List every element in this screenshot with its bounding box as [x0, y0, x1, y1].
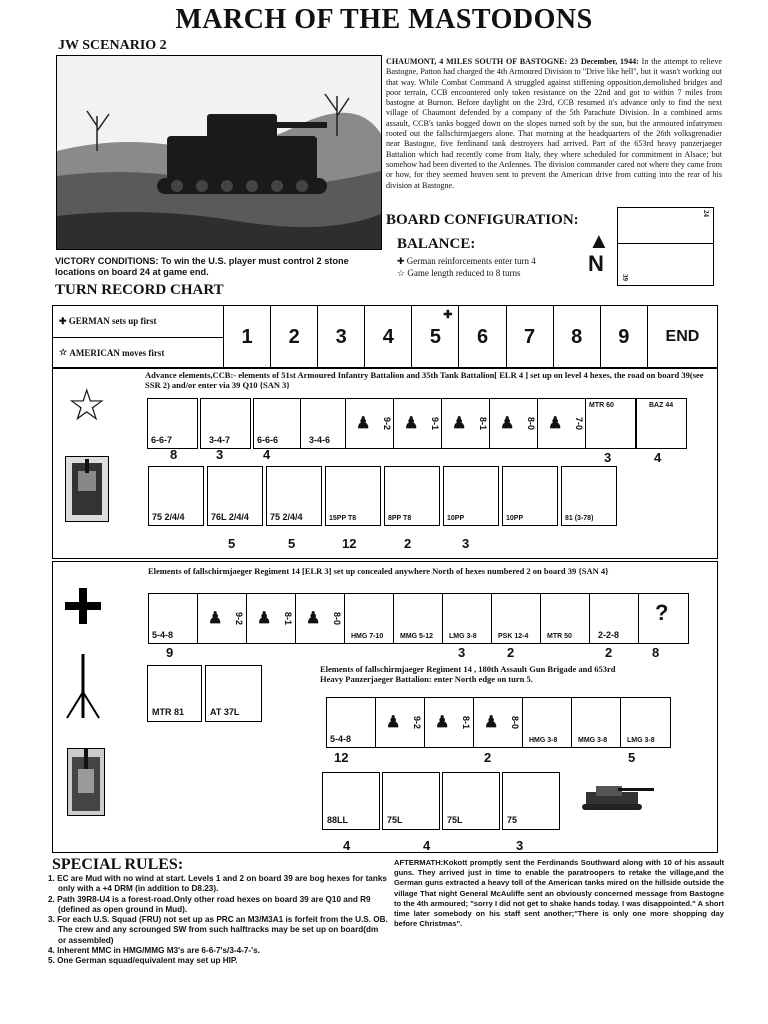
counter-ger-leader-8-0: 8-0 ♟: [295, 593, 346, 644]
special-rule-2: 2. Path 39R8-U4 is a forest-road.Only other road hexes on board 39 are Q10 and R9 (defined as open ground in Mud).: [48, 894, 371, 914]
figure-icon: ♟: [386, 714, 401, 731]
counter-ger-reinf-mmg: MMG 3-8: [571, 697, 622, 748]
turn-6: 6: [459, 306, 506, 368]
counter-ger-hmg: HMG 7-10: [344, 593, 395, 644]
counter-us-halftrack-8pp: 8PP T8: [384, 466, 440, 526]
special-rule-3: 3. For each U.S. Squad (FRU) not set up as PRC an M3/M3A1 is forfeit from the U.S. OB. The crew and any scrounged SW from such halftracks may be set up on board(dm or assembled): [48, 915, 388, 945]
count-us-mortar: 3: [604, 450, 612, 465]
reinforcement-cross-icon: ✚: [443, 309, 453, 321]
page-title: MARCH OF THE MASTODONS: [175, 4, 593, 35]
count-ger-stug: 4: [423, 838, 431, 853]
turn-record-title: TURN RECORD CHART: [55, 282, 224, 298]
counter-us-leader-9-2: 9-2 ♟: [345, 398, 396, 449]
count-us-666: 4: [263, 447, 271, 462]
count-ger-reinf-squads: 12: [334, 750, 349, 765]
turn-1: 1: [224, 306, 271, 368]
counter-ger-panzerschreck: PSK 12-4: [491, 593, 542, 644]
count-us-8pp-halftracks: 2: [404, 536, 412, 551]
star-icon: ☆: [397, 268, 406, 278]
german-cross-icon: [65, 588, 101, 624]
turn-9: 9: [601, 306, 648, 368]
count-ger-psk: 2: [507, 645, 515, 660]
counter-ger-reinf-8-0: 8-0 ♟: [473, 697, 524, 748]
counter-us-3-4-6: 3-4-6: [300, 398, 351, 449]
count-us-halfsquads: 3: [216, 447, 224, 462]
count-us-bazooka: 4: [654, 450, 662, 465]
counter-us-halftrack-10pp-a: 10PP: [443, 466, 499, 526]
turn-record-chart: [52, 305, 718, 369]
turn-2: 2: [271, 306, 318, 368]
count-ger-squads: 9: [166, 645, 174, 660]
counter-ger-reinf-9-2: 9-2 ♟: [375, 697, 426, 748]
special-rule-5: 5. One German squad/equivalent may set up HIP.: [48, 956, 238, 966]
count-us-squads: 8: [170, 447, 178, 462]
counter-ger-reinf-hmg: HMG 3-8: [522, 697, 573, 748]
special-rule-1: 1. EC are Mud with no wind at start. Levels 1 and 2 on board 39 are bog hexes for tanks only with a +4 DRM (in addition to D8.23).: [48, 874, 387, 894]
counter-ger-reinf-8-1: 8-1 ♟: [424, 697, 475, 748]
counter-ger-stug-75l-a: 75L: [382, 772, 440, 830]
us-star-icon: ☆: [67, 381, 107, 430]
counter-us-tank-75-a: 75 2/4/4: [148, 466, 204, 526]
count-ger-crews: 2: [605, 645, 613, 660]
board-top-label: 24: [702, 210, 710, 217]
figure-icon: ♟: [548, 415, 563, 432]
counter-ger-leader-8-1: 8-1 ♟: [246, 593, 297, 644]
counter-us-halftrack-15pp: 15PP T8: [325, 466, 381, 526]
counter-us-3-4-7: 3-4-7: [200, 398, 251, 449]
board-configuration-label: BOARD CONFIGURATION:: [386, 212, 579, 228]
count-ger-stuh: 3: [516, 838, 524, 853]
figure-icon: ♟: [404, 415, 419, 432]
balance-american: ☆ Game length reduced to 8 turns: [397, 268, 521, 278]
figure-icon: ♟: [484, 714, 499, 731]
balance-label: BALANCE:: [397, 236, 476, 252]
counter-ger-reinf-lmg: LMG 3-8: [620, 697, 671, 748]
ferdinand-tank-icon: [67, 748, 105, 816]
star-icon: ☆: [59, 347, 68, 358]
counter-ger-stug-75l-b: 75L: [442, 772, 500, 830]
counter-us-leader-7-0: 7-0 ♟: [537, 398, 588, 449]
turn-5: ✚ 5: [412, 306, 459, 368]
counter-ger-mmg: MMG 5-12: [393, 593, 444, 644]
american-setup-text: Advance elements,CCB:- elements of 51st Armoured Infantry Battalion and 35th Tank Battalion[ ELR 4 ] set up on level 4 hexes, the road on board 39(see SSR 2) and/or enter via 39 Q10 {SAN 3}: [145, 370, 704, 390]
counter-us-halftrack-10pp-b: 10PP: [502, 466, 558, 526]
mortar-icon: [63, 652, 103, 722]
counter-us-leader-9-1: 9-1 ♟: [393, 398, 444, 449]
iron-cross-icon: ✚: [397, 256, 405, 266]
german-reinforcement-text: Elements of fallschirmjaeger Regiment 14 , 180th Assault Gun Brigade and 653rd Heavy Panzerjaeger Battalion: enter North edge on turn 5.: [320, 664, 616, 684]
american-order-of-battle: [52, 367, 718, 559]
victory-conditions: VICTORY CONDITIONS: To win the U.S. player must control 2 stone locations on board 24 at game end.: [55, 256, 349, 277]
board-configuration-diagram: [617, 207, 714, 286]
counter-us-bazooka-44: BAZ 44: [636, 398, 687, 449]
north-label: N: [588, 251, 604, 276]
american-moves: ☆ AMERICAN moves first: [53, 337, 223, 369]
counter-us-6-6-7: 6-6-7: [147, 398, 198, 449]
north-arrow: [588, 230, 610, 276]
count-ger-ferdinands: 4: [343, 838, 351, 853]
count-ger-reinf-lmg: 5: [628, 750, 636, 765]
figure-icon: ♟: [452, 415, 467, 432]
turn-4: 4: [365, 306, 412, 368]
counter-us-leader-8-0: 8-0 ♟: [489, 398, 540, 449]
iron-cross-icon: ✚: [59, 315, 67, 326]
counter-us-halftrack-81: 81 (3-78): [561, 466, 617, 526]
counter-us-tank-75-b: 75 2/4/4: [266, 466, 322, 526]
german-setup-text: Elements of fallschirmjaeger Regiment 14 [ELR 3] set up concealed anywhere North of hexes numbered 2 on board 39 {SAN 4}: [148, 566, 609, 576]
counter-ger-ferdinand-88ll: 88LL: [322, 772, 380, 830]
counter-ger-5-4-8: 5-4-8: [148, 593, 199, 644]
count-us-15pp-halftracks: 12: [342, 536, 357, 551]
turn-end: END: [665, 328, 700, 345]
figure-icon: ♟: [500, 415, 515, 432]
counter-us-mortar-60: MTR 60: [585, 398, 636, 449]
intro-lead: CHAUMONT, 4 MILES SOUTH OF BASTOGNE: 23 December, 1944:: [386, 57, 639, 66]
count-ger-lmg: 3: [458, 645, 466, 660]
counter-ger-reinf-5-4-8: 5-4-8: [326, 697, 377, 748]
figure-icon: ♟: [257, 610, 272, 627]
counter-ger-leader-9-2: 9-2 ♟: [197, 593, 248, 644]
figure-icon: ♟: [356, 415, 371, 432]
sherman-tank-icon: [65, 456, 109, 522]
counter-us-6-6-6: 6-6-6: [253, 398, 304, 449]
aftermath-text: AFTERMATH:Kokott promptly sent the Ferdinands Southward along with 10 of his assault guns. They arrived just in time to enable the paratroopers to retake the village,and the German guns extracted a heavy toll of the American tanks mired on the hillside outside the village That night General McAuliffe sent an obviously concerned message from Bastogne to the 4th armoured; "sorry I did not get to shake hands today. I was disappointed." A short time later somebody on his staff sent another;"There is only one more shopping day before Christmas".: [394, 858, 724, 929]
assault-gun-icon: [578, 782, 658, 812]
special-rules-list: [48, 874, 388, 967]
counter-ger-mortar-50: MTR 50: [540, 593, 591, 644]
special-rule-4: 4. Inherent MMC in HMG/MMG M3's are 6-6-7's/3-4-7-'s.: [48, 946, 260, 956]
turn-7: 7: [507, 306, 554, 368]
counter-us-leader-8-1: 8-1 ♟: [441, 398, 492, 449]
counter-us-tank-76l: 76L 2/4/4: [207, 466, 263, 526]
count-us-75-tanks: 5: [228, 536, 236, 551]
scenario-label: JW SCENARIO 2: [58, 38, 167, 53]
board-bottom-label: 39: [621, 274, 629, 281]
count-us-10pp-halftracks: 3: [462, 536, 470, 551]
counter-ger-crew-2-2-8: 2-2-8: [589, 593, 640, 644]
german-setup: ✚ GERMAN sets up first: [59, 315, 157, 327]
turn-3: 3: [318, 306, 365, 368]
tank-photograph: [56, 55, 382, 250]
count-ger-reinf-leaders: 2: [484, 750, 492, 765]
counter-ger-lmg: LMG 3-8: [442, 593, 493, 644]
turn-8: 8: [554, 306, 601, 368]
historical-intro: [386, 57, 722, 191]
intro-text: In the attempt to relieve Bastogne, Patton had charged the 4th Armoured Division to "Drive like hell", but it wasn't working out that way. While Combat Command A struggled against stiffening opposition,demolished bridges and poor terrain, CCB encountered only token resistance on the 22nd and got to within 7 miles from bastogne at Burnon. Before daylight on the 23rd, CCB resumed it's advance only to find the next village of Chaumont defended by a company of the 5th Parachute Division. In a combined arms assault, CCB's tanks bogged down on the slopes turned soft by the sun, but the armoured infatrymen rooted out the fallschirmjaegers alone. That morning at the headquarters of the 26th volksgrenadier near Bastogne, five ferdinand tank destroyers had arrived. Part of the 653rd heavy panzerjaeger Battalion which had recently come from Italy, they where scheduled for commitment in Alsace; but somehow had been diverted to the Ardennes. The division commander cared not where they came from or how, for they seemed heaven sent to prevent the American drive from cutting into the rear of his division at Bastogne.: [386, 57, 722, 190]
counter-ger-dummy: ?: [638, 593, 689, 644]
count-us-76l-tanks: 5: [288, 536, 296, 551]
figure-icon: ♟: [208, 610, 223, 627]
counter-ger-stuh-75: 75: [502, 772, 560, 830]
figure-icon: ♟: [435, 714, 450, 731]
balance-german: ✚ German reinforcements enter turn 4: [397, 256, 536, 266]
count-ger-dummies: 8: [652, 645, 660, 660]
counter-ger-mortar-81: MTR 81: [147, 665, 202, 722]
counter-ger-at-37l: AT 37L: [205, 665, 262, 722]
special-rules-title: SPECIAL RULES:: [52, 856, 184, 873]
figure-icon: ♟: [306, 610, 321, 627]
north-arrow-icon: ▲: [588, 228, 610, 253]
